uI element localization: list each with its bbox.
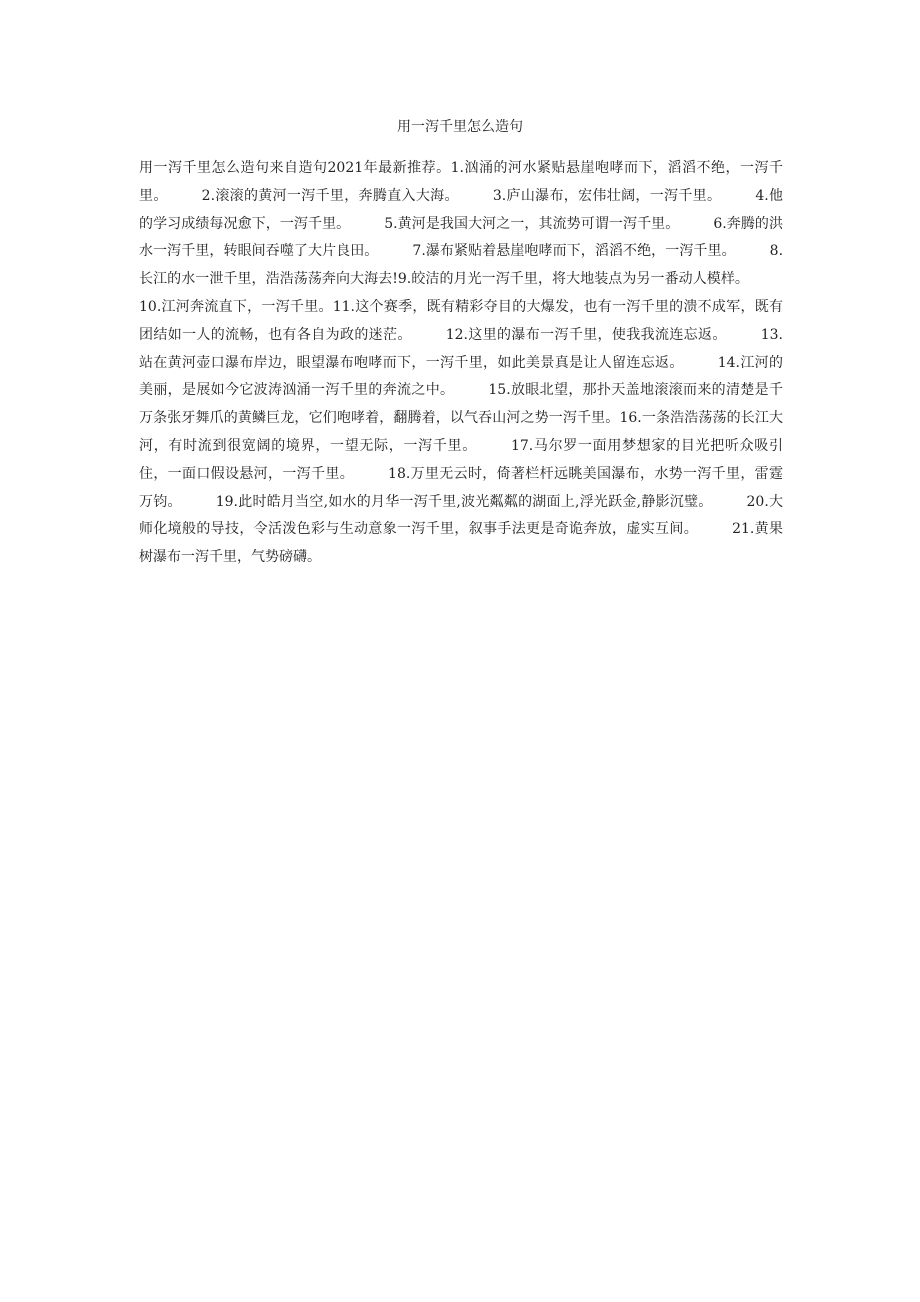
document-body [139,155,783,572]
sentence-16: 16.一条浩浩荡荡的长江大河，有时流到很宽阔的境界，一望无际，一泻千里。 [139,410,784,454]
sentence-2: 2.滚滚的黄河一泻千里，奔腾直入大海。 [201,187,459,204]
sentence-7: 7.瀑布紧贴着悬崖咆哮而下，滔滔不绝，一泻千里。 [412,243,736,260]
sentence-21: 21.黄果树瀑布一泻千里，气势磅礴。 [139,521,783,566]
sentence-8: 8.长江的水一泄千里，浩浩荡荡奔向大海去! [139,243,784,288]
sentence-15: 15.放眼北望，那扑天盖地滚滚而来的清楚是千万条张牙舞爪的黄鳞巨龙，它们咆哮着，翻腾着，以气吞山河之势一泻千里。 [139,382,784,427]
sentence-10: 10.江河奔流直下，一泻千里。 [139,298,333,315]
document-title: 用一泻千里怎么造句 [397,119,523,135]
sentence-19: 19.此时皓月当空,如水的月华一泻千里,波光粼粼的湖面上,浮光跃金,静影沉璧。 [215,493,713,510]
sentence-9: 9.皎洁的月光一泻千里，将大地装点为另一番动人模样。 [397,271,749,288]
sentence-5: 5.黄河是我国大河之一，其流势可谓一泻千里。 [384,215,680,232]
sentence-17: 17.马尔罗一面用梦想家的目光把听众吸引住，一面口假设悬河，一泻千里。 [139,437,784,482]
sentence-18: 18.万里无云时，倚著栏杆远眺美国瀑布，水势一泻千里，雷霆万钧。 [139,465,784,510]
sentence-13: 13.站在黄河壶口瀑布岸边，眼望瀑布咆哮而下，一泻千里，如此美景真是让人留连忘返。 [139,326,783,371]
sentence-3: 3.庐山瀑布，宏伟壮阔，一泻千里。 [492,187,722,204]
sentence-12: 12.这里的瀑布一泻千里，使我我流连忘返。 [445,326,727,343]
sentence-11: 11.这个赛季，既有精彩夺目的大爆发，也有一泻千里的溃不成军，既有团结如一人的流畅，也有各自为政的迷茫。 [139,298,783,343]
intro-text: 用一泻千里怎么造句来自造句2021年最新推荐。 [139,160,451,176]
sentence-1: 1.汹涌的河水紧贴悬崖咆哮而下，滔滔不绝，一泻千里。 [139,160,783,204]
sentence-20: 20.大师化境般的导技，令活泼色彩与生动意象一泻千里，叙事手法更是奇诡奔放，虚实互间。 [139,493,784,538]
sentence-6: 6.奔腾的洪水一泻千里，转眼间吞噬了大片良田。 [139,215,784,260]
sentence-14: 14.江河的美丽，是展如今它波涛汹涌一泻千里的奔流之中。 [139,354,784,399]
sentence-4: 4.他的学习成绩每况愈下，一泻千里。 [139,187,784,232]
